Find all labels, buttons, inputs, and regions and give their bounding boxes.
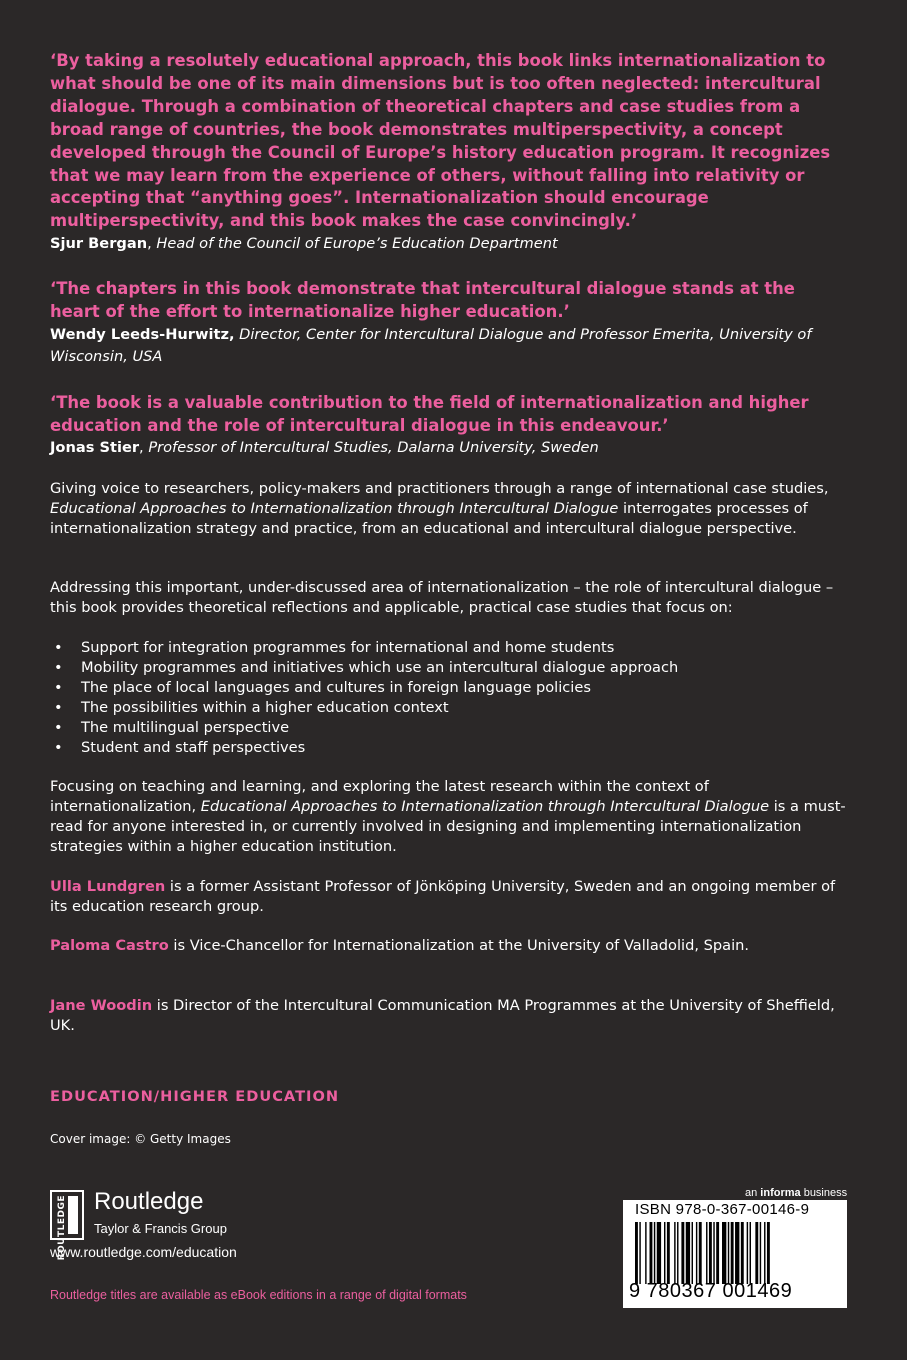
isbn-label: ISBN 978-0-367-00146-9 xyxy=(635,1201,810,1218)
subject-category: EDUCATION/HIGHER EDUCATION xyxy=(50,1088,340,1105)
author-name: Paloma Castro xyxy=(50,937,169,954)
informa-prefix: an xyxy=(745,1187,761,1199)
quote-3-attribution xyxy=(50,437,850,459)
quote-1-author: Sjur Bergan xyxy=(50,235,148,252)
quote-3-author: Jonas Stier xyxy=(50,439,140,456)
list-item: • The possibilities within a higher education context xyxy=(50,698,850,718)
quote-1-attribution xyxy=(50,233,850,255)
quote-2-author: Wendy Leeds-Hurwitz, xyxy=(50,326,235,343)
description-p3-tail: is a must-read for anyone interested in, or currently involved in designing and implementing internationalization strategies within a higher education institution. xyxy=(50,798,846,855)
ebook-note: Routledge titles are available as eBook editions in a range of digital formats xyxy=(50,1288,467,1302)
description-paragraph-1 xyxy=(50,479,850,539)
informa-tagline xyxy=(745,1187,847,1199)
isbn-barcode xyxy=(623,1200,847,1308)
quote-2-text: ‘The chapters in this book demonstrate that intercultural dialogue stands at the heart of the effort to internationalize higher education.’ xyxy=(50,279,795,321)
emblem-bar xyxy=(68,1196,78,1234)
emblem-letter: ROUTLEDGE xyxy=(57,1195,67,1261)
book-title-italic: Educational Approaches to Internationalization through Intercultural Dialogue xyxy=(200,798,770,815)
informa-brand: informa xyxy=(760,1187,801,1199)
quote-1-text: ‘By taking a resolutely educational approach, this book links internationalization to what should be one of its main dimensions but is too often neglected: intercultural dialogue. Through a combination of theoretical chapters and case studies from a broad range of countries, the book demonstrates multiperspectivity, a concept developed through the Council of Europe’s history education program. It recognizes that we may learn from the experience of others, without falling into relativity or accepting that “anything goes”. Internationalization should encourage multiperspectivity, and this book makes the case convincingly.’ xyxy=(50,51,831,231)
quote-3-separator: , xyxy=(139,439,149,456)
author-bio-2 xyxy=(50,936,850,956)
quote-2-role: Director, Center for Intercultural Dialogue and Professor Emerita, University of Wisconsin, USA xyxy=(50,326,812,365)
description-paragraph-2: Addressing this important, under-discussed area of internationalization – the role of intercultural dialogue – this book provides theoretical reflections and applicable, practical case studies that focus on: xyxy=(50,579,834,616)
publisher-name: Routledge xyxy=(94,1188,204,1215)
author-bio-text: is a former Assistant Professor of Jönköping University, Sweden and an ongoing member of its education research group. xyxy=(50,878,836,915)
description-paragraph-3 xyxy=(50,777,850,857)
description-p3-lead: Focusing on teaching and learning, and exploring the latest research within the context of internationalization, xyxy=(50,778,709,815)
cover-credit: Cover image: © Getty Images xyxy=(50,1132,231,1146)
author-bio-1 xyxy=(50,877,850,917)
author-name: Jane Woodin xyxy=(50,997,153,1014)
author-name: Ulla Lundgren xyxy=(50,878,166,895)
publisher-url[interactable]: www.routledge.com/education xyxy=(50,1244,237,1260)
description-p1-tail: interrogates processes of internationalization strategy and practice, from an educational and intercultural dialogue perspective. xyxy=(50,500,808,537)
list-item: • Mobility programmes and initiatives which use an intercultural dialogue approach xyxy=(50,658,850,678)
author-bio-text: is Vice-Chancellor for Internationalization at the University of Valladolid, Spain. xyxy=(168,937,750,954)
focus-list xyxy=(50,638,850,758)
author-bio-3 xyxy=(50,996,850,1036)
quote-2-attribution xyxy=(50,324,850,368)
author-bio-text: is Director of the Intercultural Communication MA Programmes at the University of Sheffield, UK. xyxy=(50,997,835,1034)
quote-1-role: Head of the Council of Europe’s Education Department xyxy=(156,235,558,252)
list-item: • The place of local languages and cultures in foreign language policies xyxy=(50,678,850,698)
list-item: • Student and staff perspectives xyxy=(50,738,850,758)
list-item: • Support for integration programmes for international and home students xyxy=(50,638,850,658)
description-p1-lead: Giving voice to researchers, policy-makers and practitioners through a range of international case studies, xyxy=(50,480,829,497)
barcode-digits: 9 780367 001469 xyxy=(629,1280,793,1302)
routledge-emblem-icon xyxy=(50,1190,84,1261)
book-title-italic: Educational Approaches to Internationalization through Intercultural Dialogue xyxy=(50,500,619,517)
barcode-bars-icon xyxy=(635,1222,835,1284)
quote-3-text: ‘The book is a valuable contribution to the field of internationalization and higher education and the role of intercultural dialogue in this endeavour.’ xyxy=(50,393,809,435)
informa-suffix: business xyxy=(800,1187,848,1199)
list-item: • The multilingual perspective xyxy=(50,718,850,738)
quote-3-role: Professor of Intercultural Studies, Dalarna University, Sweden xyxy=(148,439,599,456)
publisher-group: Taylor & Francis Group xyxy=(94,1221,227,1236)
quote-1-separator: , xyxy=(147,235,157,252)
